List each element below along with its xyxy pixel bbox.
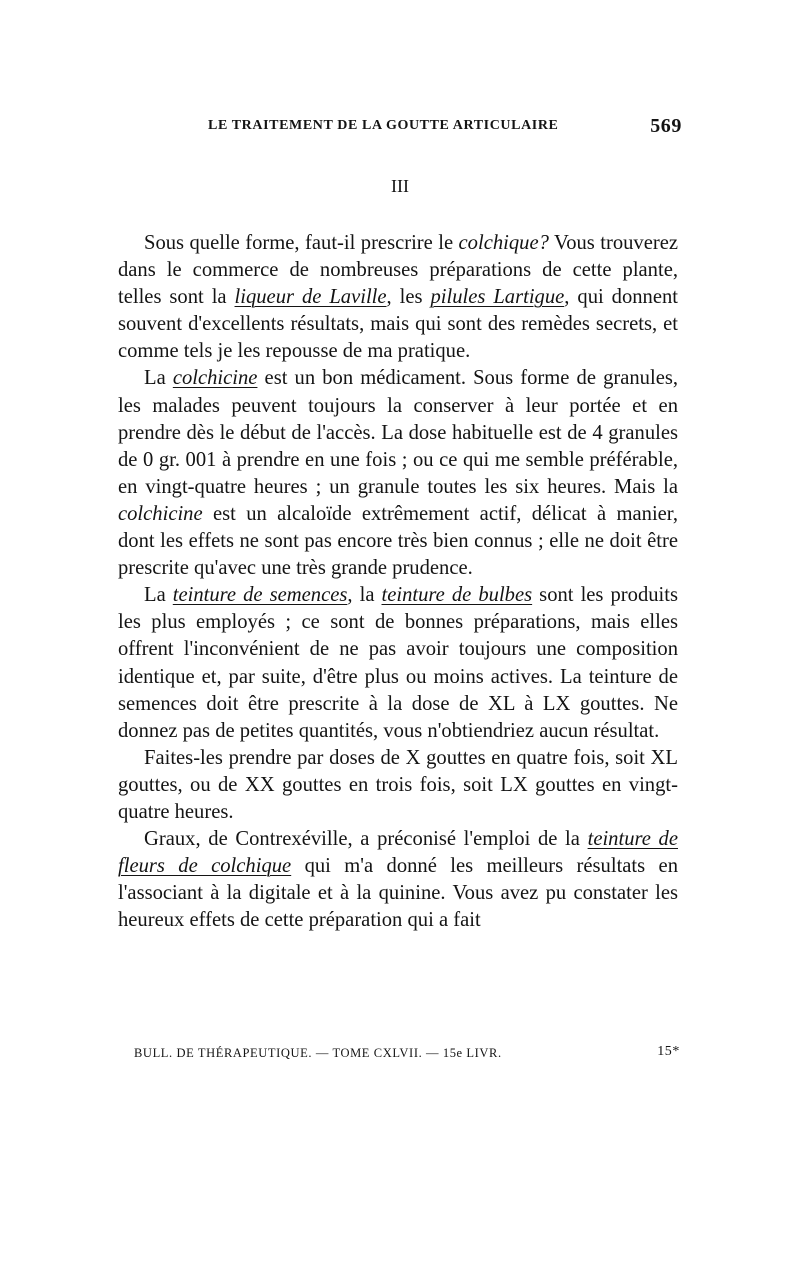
text-run: , qui donnent souvent d'excellents résultats, mais qui sont des remèdes secrets, et comme tels je les repousse de ma pratique.: [118, 286, 679, 363]
text-run: La: [144, 584, 173, 607]
italic-term: liqueur de Laville: [234, 286, 387, 309]
page-number: 569: [650, 115, 682, 137]
italic-term: teinture de semences: [172, 584, 348, 607]
text-run: Sous quelle forme, faut-il prescrire le: [144, 232, 459, 254]
text-run: est un bon médicament. Sous forme de granules, les malades peuvent toujours la conserver à leur portée et en prendre dès le début de l'accès. La dose habituelle est de 4 granules de 0 gr. 001 à prendre en une fois ; ou ce qui me semble préférable, en vingt-quatre heures ; un granule toutes les six heures. Mais la: [118, 367, 678, 498]
paragraph-4: [118, 745, 678, 826]
paragraph-3: [118, 582, 678, 745]
italic-term: colchicine: [118, 502, 203, 525]
body-text: [118, 230, 678, 934]
text-run: , les: [386, 286, 431, 309]
text-run: , la: [347, 584, 382, 607]
text-run: Vous trouverez dans le commerce de nombreuses préparations de cette plante, telles sont la: [118, 232, 678, 309]
text-run: Graux, de Contrexéville, a préconisé l'emploi de la: [144, 828, 588, 851]
italic-term: colchique?: [458, 232, 549, 254]
running-header: [118, 115, 682, 140]
italic-term: pilules Lartigue: [430, 286, 565, 309]
running-title: LE TRAITEMENT DE LA GOUTTE ARTICULAIRE: [208, 118, 559, 133]
italic-term: teinture de bulbes: [381, 584, 533, 607]
paragraph-5: [118, 826, 678, 934]
italic-term: colchicine: [172, 367, 258, 390]
italic-term: teinture de fleurs de colchique: [118, 828, 678, 878]
page-footer: [134, 1046, 680, 1066]
paragraph-2: [118, 365, 678, 582]
footer-sheet-mark: 15*: [657, 1044, 680, 1059]
paragraph-1: [118, 230, 678, 365]
text-run: Faites-les prendre par doses de X gouttes en quatre fois, soit XL gouttes, ou de XX gouttes en trois fois, soit LX gouttes en vingt-quatre heures.: [118, 746, 678, 823]
text-run: La: [144, 367, 173, 390]
footer-journal-signature: BULL. DE THÉRAPEUTIQUE. — TOME CXLVII. — 15e LIVR.: [134, 1046, 502, 1060]
text-run: est un alcaloïde extrêmement actif, délicat à manier, dont les effets ne sont pas encore très bien connus ; elle ne doit être prescrite qu'avec une très grande prudence.: [118, 502, 678, 580]
text-run: sont les produits les plus employés ; ce sont de bonnes préparations, mais elles offrent l'inconvénient de ne pas avoir toujours une composition identique et, par suite, d'être plus ou moins actives. La teinture de semences doit être prescrite à la dose de XL à LX gouttes. Ne donnez pas de petites quantités, vous n'obtiendriez aucun résultat.: [118, 584, 678, 742]
text-run: qui m'a donné les meilleurs résultats en l'associant à la digitale et à la quinine. Vous avez pu constater les heureux effets de cette préparation qui a fait: [118, 855, 678, 932]
section-number: III: [391, 176, 409, 196]
